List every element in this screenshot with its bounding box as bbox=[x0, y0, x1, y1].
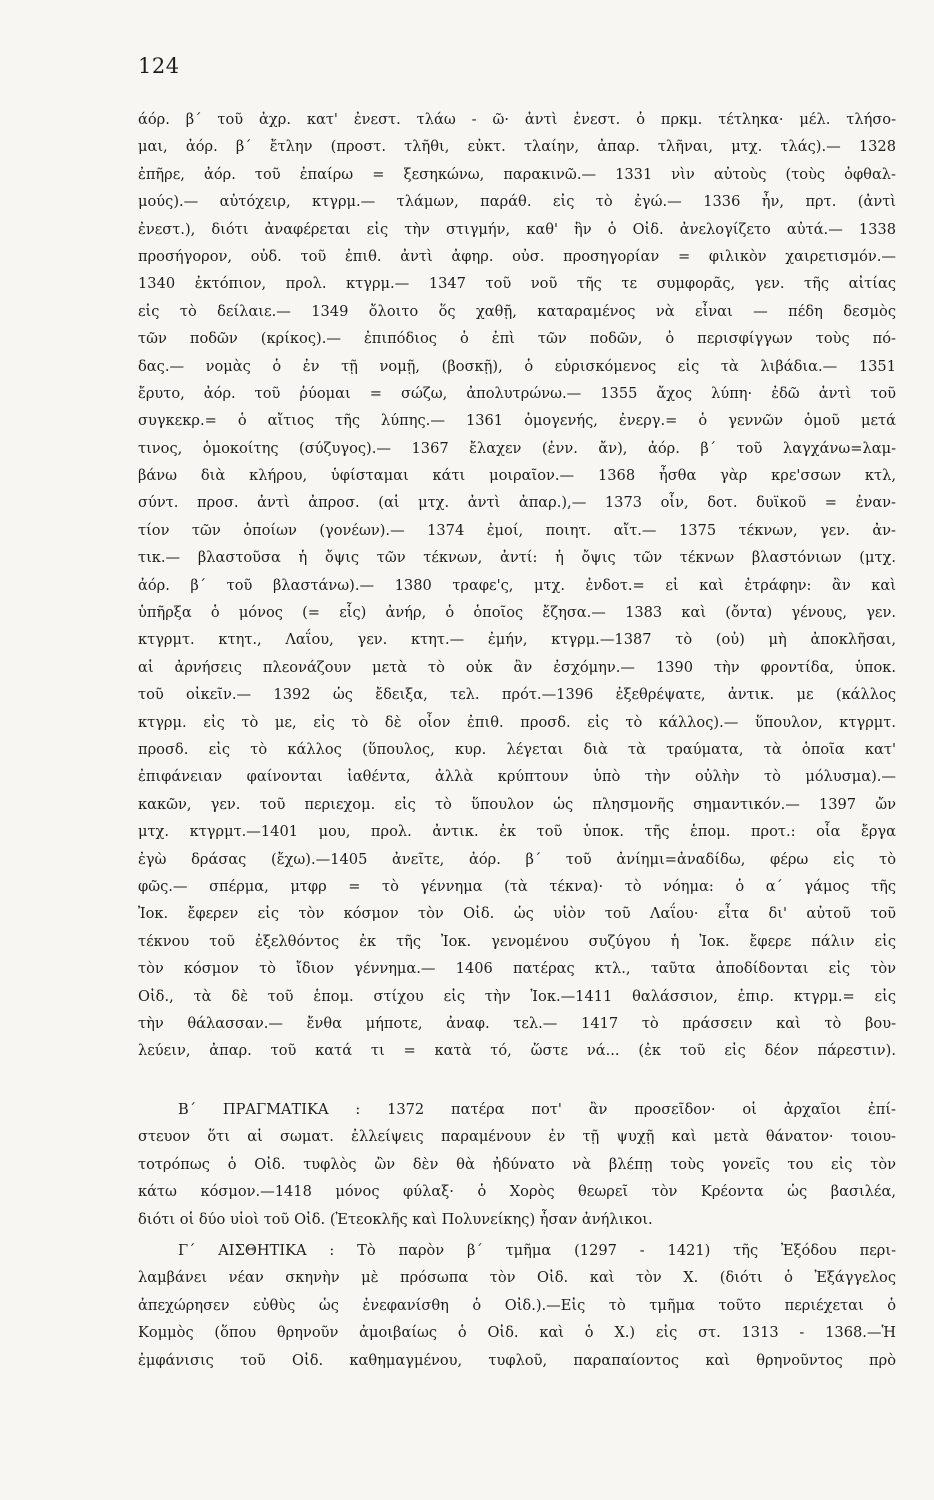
text-line: ἔρυτο, ἀόρ. τοῦ ῥύομαι = σώζω, ἀπολυτρώνω.— 1355 ἄχος λύπη· ἐδῶ ἀντὶ τοῦ bbox=[138, 384, 896, 402]
text-line: κτγρμτ. κτητ., Λαΐου, γεν. κτητ.— ἐμήν, κτγρμ.—1387 τὸ (οὐ) μὴ ἀποκλῆσαι, bbox=[138, 631, 896, 649]
text-line: μαι, ἀόρ. β΄ ἔτλην (προστ. τλῆθι, εὐκτ. τλαίην, ἀπαρ. τλῆναι, μτχ. τλάς).— 1328 bbox=[138, 138, 896, 156]
text-line: βάνω διὰ κλήρου, ὑφίσταμαι κάτι μοιραῖον.— 1368 ἦσθα γὰρ κρε'σσων κτλ, bbox=[138, 467, 896, 485]
text-line: ἐπῆρε, ἀόρ. τοῦ ἐπαίρω = ξεσηκώνω, παρακινῶ.— 1331 νὶν αὐτοὺς (τοὺς ὀφθαλ- bbox=[138, 165, 896, 183]
text-line: στευον ὅτι αἱ σωματ. ἐλλείψεις παραμένουν ἐν τῇ ψυχῇ καὶ μετὰ θάνατον· τοιου- bbox=[138, 1128, 896, 1146]
text-line: κτγρμ. εἰς τὸ με, εἰς τὸ δὲ οἷον ἐπιθ. προσδ. εἰς τὸ κάλλος).— ὕπουλον, κτγρμτ. bbox=[138, 713, 896, 731]
section-heading-aisthitika: Γ΄ ΑΙΣΘΗΤΙΚΑ : Τὸ παρὸν β΄ τμῆμα (1297 - 1421) τῆς Ἐξόδου περι- bbox=[178, 1242, 896, 1260]
text-line: ἀπεχώρησεν εὐθὺς ὡς ἐνεφανίσθη ὁ Οἰδ.).—Εἰς τὸ τμῆμα τοῦτο περιέχεται ὁ bbox=[138, 1296, 896, 1314]
text-line: τικ.— βλαστοῦσα ἡ ὄψις τῶν τέκνων, ἀντί: ἡ ὄψις τῶν τέκνων βλαστόνιων (μτχ. bbox=[138, 549, 896, 567]
page-number: 124 bbox=[138, 54, 180, 78]
text-line: λεύειν, ἀπαρ. τοῦ κατά τι = κατὰ τό, ὥστε νά... (ἐκ τοῦ εἰς δέον πάρεστιν). bbox=[138, 1042, 896, 1060]
text-line: συγκεκρ.= ὁ αἴτιος τῆς λύπης.— 1361 ὁμογενής, ἐνεργ.= ὁ γεννῶν ὁμοῦ μετά bbox=[138, 412, 896, 430]
text-line: κάτω κόσμον.—1418 μόνος φύλαξ· ὁ Χορὸς θεωρεῖ τὸν Κρέοντα ὡς βασιλέα, bbox=[138, 1183, 896, 1201]
text-line: μούς).— αὐτόχειρ, κτγρμ.— τλάμων, παράθ. εἰς τὸ ἐγώ.— 1336 ἦν, πρτ. (ἀντὶ bbox=[138, 193, 896, 211]
text-line: 1340 ἐκτόπιον, προλ. κτγρμ.— 1347 τοῦ νοῦ τῆς τε συμφορᾶς, γεν. τῆς αἰτίας bbox=[138, 275, 896, 293]
text-line: προσήγορον, οὐδ. τοῦ ἐπιθ. ἀντὶ ἀφηρ. οὐσ. προσηγορίαν = φιλικὸν χαιρετισμόν.— bbox=[138, 247, 896, 265]
text-line: φῶς.— σπέρμα, μτφρ = τὸ γέννημα (τὰ τέκνα)· τὸ νόημα: ὁ α΄ γάμος τῆς bbox=[138, 877, 896, 895]
commentary-text bbox=[138, 106, 896, 1374]
text-line: τέκνου τοῦ ἐξελθόντος ἐκ τῆς Ἰοκ. γενομένου συζύγου ἡ Ἰοκ. ἔφερε πάλιν εἰς bbox=[138, 932, 896, 950]
text-line: λαμβάνει νέαν σκηνὴν μὲ πρόσωπα τὸν Οἰδ. καὶ τὸν Χ. (διότι ὁ Ἐξάγγελος bbox=[138, 1269, 896, 1287]
text-line bbox=[138, 1065, 896, 1092]
text-line: εἰς τὸ δείλαιε.— 1349 ὄλοιτο ὅς χαθῇ, καταραμένος νὰ εἶναι — πέδη δεσμὸς bbox=[138, 302, 896, 320]
text-line: Κομμὸς (ὅπου θρηνοῦν ἀμοιβαίως ὁ Οἰδ. καὶ ὁ Χ.) εἰς στ. 1313 - 1368.—Ἡ bbox=[138, 1324, 896, 1342]
text-line: ἐμφάνισις τοῦ Οἰδ. καθημαγμένου, τυφλοῦ, παραπαίοντος καὶ θρηνοῦντος πρὸ bbox=[138, 1351, 896, 1369]
text-line: μτχ. κτγρμτ.—1401 μου, προλ. ἀντικ. ἐκ τοῦ ὑποκ. τῆς ἑπομ. προτ.: οἷα ἔργα bbox=[138, 823, 896, 841]
text-line: ὑπῆρξα ὁ μόνος (= εἷς) ἀνήρ, ὁ ὁποῖος ἔζησα.— 1383 καὶ (ὄντα) γένους, γεν. bbox=[138, 604, 896, 622]
text-line: ἐγὼ δράσας (ἔχω).—1405 ἀνεῖτε, ἀόρ. β΄ τοῦ ἀνίημι=ἀναδίδω, φέρω εἰς τὸ bbox=[138, 850, 896, 868]
text-line: τοτρόπως ὁ Οἰδ. τυφλὸς ὢν δὲν θὰ ἠδύνατο νὰ βλέπῃ τοὺς γονεῖς του εἰς τὸν bbox=[138, 1155, 896, 1173]
text-line: τὸν κόσμον τὸ ἴδιον γέννημα.— 1406 πατέρας κτλ., ταῦτα ἀποδίδονται εἰς τὸν bbox=[138, 960, 896, 978]
section-heading-pragmatika: Β΄ ΠΡΑΓΜΑΤΙΚΑ : 1372 πατέρα ποτ' ἂν προσεῖδον· οἱ ἀρχαῖοι ἐπί- bbox=[178, 1101, 896, 1119]
text-line: σύντ. προσ. ἀντὶ ἀπροσ. (αἱ μτχ. ἀντὶ ἀπαρ.),— 1373 οἷν, δοτ. δυϊκοῦ = ἐναν- bbox=[138, 494, 896, 512]
text-line: τῶν ποδῶν (κρίκος).— ἐπιπόδιος ὁ ἐπὶ τῶν ποδῶν, ὁ περισφίγγων τοὺς πό- bbox=[138, 330, 896, 348]
text-line: προσδ. εἰς τὸ κάλλος (ὕπουλος, κυρ. λέγεται διὰ τὰ τραύματα, τὰ ὁποῖα κατ' bbox=[138, 740, 896, 758]
text-line: διότι οἱ δύο υἱοὶ τοῦ Οἰδ. (Ἐτεοκλῆς καὶ Πολυνείκης) ἦσαν ἀνήλικοι. bbox=[138, 1210, 653, 1228]
text-line: τὴν θάλασσαν.— ἔνθα μήποτε, ἀναφ. τελ.— 1417 τὸ πράσσειν καὶ τὸ βου- bbox=[138, 1014, 896, 1032]
text-line: άόρ. β΄ τοῦ ἀχρ. κατ' ἐνεστ. τλάω - ῶ· ἀντὶ ἐνεστ. ὁ πρκμ. τέτληκα· μέλ. τλήσο- bbox=[138, 111, 896, 128]
text-line: δας.— νομὰς ὁ ἐν τῇ νομῇ, (βοσκῇ), ὁ εὑρισκόμενος εἰς τὰ λιβάδια.— 1351 bbox=[138, 357, 896, 375]
text-line: Ἰοκ. ἔφερεν εἰς τὸν κόσμον τὸν Οἰδ. ὡς υἱὸν τοῦ Λαΐου· εἶτα δι' αὐτοῦ τοῦ bbox=[138, 905, 896, 923]
text-line: τοῦ οἰκεῖν.— 1392 ὡς ἔδειξα, τελ. πρότ.—1396 ἐξεθρέψατε, ἀντικ. με (κάλλος bbox=[138, 686, 896, 704]
text-line: τινος, ὁμοκοίτης (σύζυγος).— 1367 ἔλαχεν (ἐνν. ἄν), ἀόρ. β΄ τοῦ λαγχάνω=λαμ- bbox=[138, 439, 896, 457]
text-line: Οἰδ., τὰ δὲ τοῦ ἑπομ. στίχου εἰς τὴν Ἰοκ.—1411 θαλάσσιον, ἐπιρ. κτγρμ.= εἰς bbox=[138, 987, 896, 1005]
text-line: τίον τῶν ὁποίων (γονέων).— 1374 ἐμοί, ποιητ. αἴτ.— 1375 τέκνων, γεν. ἀν- bbox=[138, 521, 896, 539]
text-line: ἐπιφάνειαν φαίνονται ἰαθέντα, ἀλλὰ κρύπτουν ὑπὸ τὴν οὐλὴν τὸ μόλυσμα).— bbox=[138, 768, 896, 786]
text-line: ἀόρ. β΄ τοῦ βλαστάνω).— 1380 τραφε'ς, μτχ. ἐνδοτ.= εἰ καὶ ἐτράφην: ἂν καὶ bbox=[138, 576, 896, 594]
text-line: ἐνεστ.), διότι ἀναφέρεται εἰς τὴν στιγμήν, καθ' ἣν ὁ Οἰδ. ἀνελογίζετο αὐτά.— 1338 bbox=[138, 220, 896, 238]
text-line: αἱ ἀρνήσεις πλεονάζουν μετὰ τὸ οὐκ ἂν ἐσχόμην.— 1390 τὴν φροντίδα, ὑποκ. bbox=[138, 658, 896, 676]
text-line: κακῶν, γεν. τοῦ περιεχομ. εἰς τὸ ὕπουλον ὡς πλησμονῆς σημαντικόν.— 1397 ὤν bbox=[138, 795, 896, 813]
